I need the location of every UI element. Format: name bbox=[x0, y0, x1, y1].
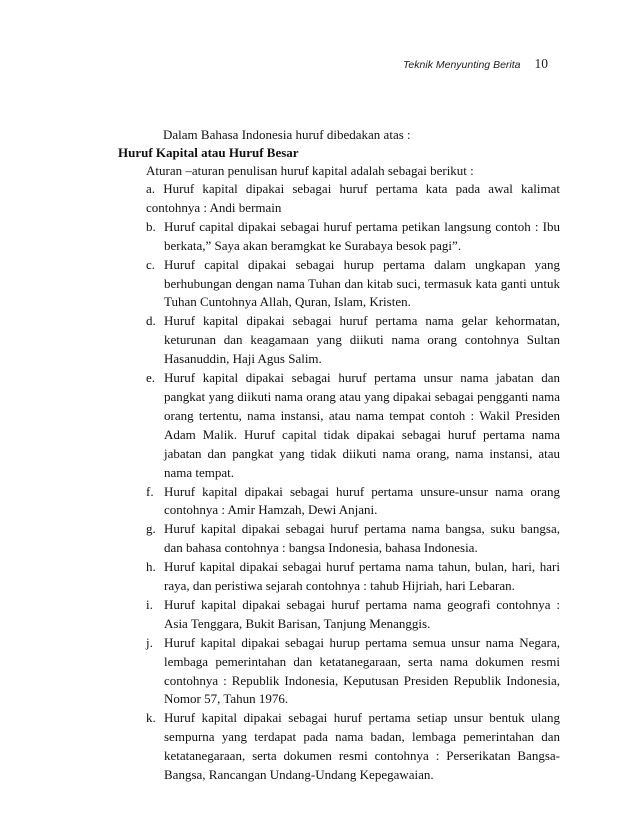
list-item bbox=[146, 634, 560, 710]
list-marker: b. bbox=[146, 218, 156, 234]
section-heading: Huruf Kapital atau Huruf Besar bbox=[118, 145, 299, 160]
list-marker: k. bbox=[146, 710, 156, 726]
list-item bbox=[146, 483, 560, 521]
list-marker: j. bbox=[146, 634, 153, 650]
page-number: 10 bbox=[534, 56, 548, 71]
list-marker: g. bbox=[146, 521, 156, 537]
list-item-text: Huruf kapital dipakai sebagai huruf pertama nama geografi contohnya : Asia Tenggara, Bukit Barisan, Tanjung Menanggis. bbox=[164, 596, 560, 631]
list-item-text: Huruf kapital dipakai sebagai huruf pertama unsur nama jabatan dan pangkat yang diikuti nama orang atau yang dipakai sebagai pengganti nama orang tertentu, nama instansi, atau nama tempat contoh : Wakil Presiden Adam Malik. Huruf capital tidak dipakai sebagai huruf pertama nama jabatan dan pangkat yang tidak diikuti nama orang, nama instansi, atau nama tempat. bbox=[164, 370, 560, 480]
list-item bbox=[146, 256, 560, 313]
list-item-text: Huruf capital dipakai sebagai hurup pertama dalam ungkapan yang berhubungan dengan nama Tuhan dan kitab suci, termasuk kata ganti untuk Tuhan Cuntohnya Allah, Quran, Islam, Kristen. bbox=[164, 256, 560, 310]
list-item-text: Huruf kapital dipakai sebagai huruf pertama setiap unsur bentuk ulang sempurna yang terdapat pada nama badan, lembaga pemerintahan dan ketatanegaraan, serta dokumen resmi contohnya : Perserikatan Bangsa-Bangsa, Rancangan Undang-Undang Kepegawaian. bbox=[164, 710, 560, 783]
list-marker: a. bbox=[146, 181, 156, 196]
list-item bbox=[146, 218, 560, 256]
intro-sentence: Dalam Bahasa Indonesia huruf dibedakan atas : bbox=[163, 127, 411, 142]
list-item bbox=[146, 369, 560, 482]
list-item-text: Huruf kapital dipakai sebagai huruf pertama nama gelar kehormatan, keturunan dan keagamaan yang diikuti nama orang contohnya Sultan Hasanuddin, Haji Agus Salim. bbox=[164, 313, 560, 367]
list-marker: d. bbox=[146, 313, 156, 329]
list-marker: c. bbox=[146, 256, 156, 272]
running-header bbox=[403, 56, 548, 72]
header-title: Teknik Menyunting Berita bbox=[402, 59, 521, 71]
list-item-text: Huruf kapital dipakai sebagai huruf pertama unsure-unsur nama orang contohnya : Amir Hamzah, Dewi Anjani. bbox=[164, 483, 560, 518]
list-marker: h. bbox=[146, 559, 156, 575]
list-item bbox=[146, 596, 560, 634]
list-marker: f. bbox=[146, 483, 154, 499]
list-item bbox=[146, 520, 560, 558]
list-item-text: Huruf capital dipakai sebagai huruf pertama petikan langsung contoh : Ibu berkata,” Saya akan beramgkat ke Surabaya besok pagi”. bbox=[164, 218, 560, 253]
list-item bbox=[146, 312, 560, 369]
list-marker: e. bbox=[146, 370, 156, 386]
rules-list bbox=[146, 180, 560, 785]
list-marker: i. bbox=[146, 596, 153, 612]
list-item bbox=[146, 709, 560, 785]
list-item-text: Huruf kapital dipakai sebagai hurup pertama semua unsur nama Negara, lembaga pemerintahan dan ketatanegaraan, serta nama dokumen resmi contohnya : Republik Indonesia, Keputusan Presiden Republik Indonesia, Nomor 57, Tahun 1976. bbox=[164, 634, 560, 707]
list-item-text: Huruf kapital dipakai sebagai huruf pertama nama tahun, bulan, hari, hari raya, dan peristiwa sejarah contohnya : tahub Hijriah, hari Lebaran. bbox=[164, 559, 560, 594]
list-item bbox=[146, 180, 560, 218]
rules-intro: Aturan –aturan penulisan huruf kapital adalah sebagai berikut : bbox=[146, 163, 474, 178]
list-item bbox=[146, 558, 560, 596]
list-item-text: Huruf kapital dipakai sebagai huruf pertama kata pada awal kalimat contohnya : Andi bermain bbox=[146, 181, 560, 215]
list-item-text: Huruf kapital dipakai sebagai huruf pertama nama bangsa, suku bangsa, dan bahasa contohnya : bangsa Indonesia, bahasa Indonesia. bbox=[164, 521, 560, 556]
